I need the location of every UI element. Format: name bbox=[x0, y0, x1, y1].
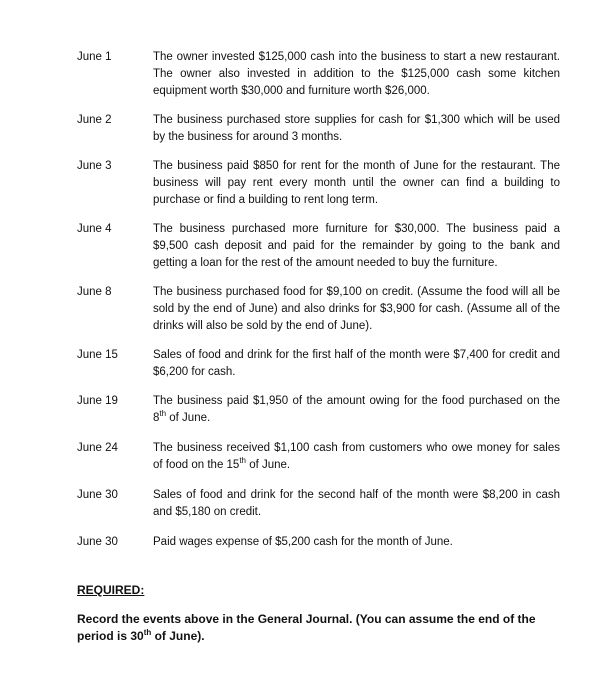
event-text-after: of June. bbox=[166, 412, 211, 424]
event-description: Sales of food and drink for the second half of the month were $8,200 in cash and $5,180 on credit. bbox=[153, 489, 560, 518]
ordinal-suffix: th bbox=[159, 409, 167, 419]
event-description bbox=[153, 440, 560, 474]
event-description: The business purchased food for $9,100 on credit. (Assume the food will all be sold by the end of June) and also drinks for $3,900 for cash. (Assume all of the drinks will also be sold by the end of June). bbox=[153, 286, 560, 332]
required-instructions bbox=[77, 611, 561, 645]
event-date: June 30 bbox=[77, 536, 118, 548]
required-heading: REQUIRED: bbox=[77, 583, 145, 597]
ordinal-suffix: th bbox=[239, 456, 246, 466]
ordinal-suffix: th bbox=[143, 628, 152, 637]
event-date: June 15 bbox=[77, 349, 118, 361]
event-description: The owner invested $125,000 cash into the business to start a new restaurant. The owner also invested in addition to the $125,000 cash some kitchen equipment worth $30,000 and furniture worth $26,000. bbox=[153, 51, 560, 97]
event-date: June 1 bbox=[77, 51, 112, 63]
event-date: June 8 bbox=[77, 286, 112, 298]
required-text-before: Record the events above in the General Journal. (You can assume the end of the period is 30 bbox=[77, 612, 536, 643]
event-date: June 19 bbox=[77, 395, 118, 407]
event-date: June 2 bbox=[77, 114, 112, 126]
event-description: Sales of food and drink for the first half of the month were $7,400 for credit and $6,200 for cash. bbox=[153, 349, 560, 378]
event-date: June 30 bbox=[77, 489, 118, 501]
event-date: June 3 bbox=[77, 160, 112, 172]
event-description bbox=[153, 393, 560, 427]
event-date: June 24 bbox=[77, 442, 118, 454]
event-description: The business paid $850 for rent for the month of June for the restaurant. The business will pay rent every month until the owner can find a building to purchase or find a building to rent long term. bbox=[153, 160, 560, 206]
event-description: The business purchased more furniture for $30,000. The business paid a $9,500 cash deposit and paid for the remainder by going to the bank and getting a loan for the rest of the amount needed to buy the furniture. bbox=[153, 223, 560, 269]
event-description: The business purchased store supplies for cash for $1,300 which will be used by the business for around 3 months. bbox=[153, 114, 560, 143]
event-text-after: of June. bbox=[246, 459, 291, 471]
event-text-before: The business received $1,100 cash from customers who owe money for sales of food on the 15 bbox=[153, 442, 560, 471]
event-description: Paid wages expense of $5,200 cash for the month of June. bbox=[153, 536, 453, 548]
event-text-before: The business paid $1,950 of the amount owing for the food purchased on the 8 bbox=[153, 395, 560, 424]
event-date: June 4 bbox=[77, 223, 112, 235]
required-text-after: of June). bbox=[151, 629, 205, 643]
